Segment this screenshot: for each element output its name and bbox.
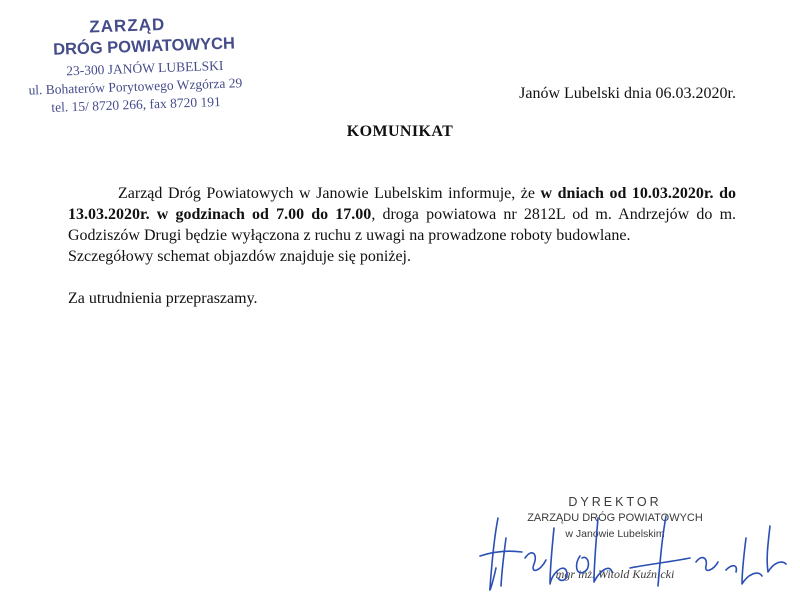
announcement-dates-bold: w dniach od 10.03.2020r. do 13.03.2020r. w godzinach od 7.00 do 17.00 [68, 185, 736, 223]
document-body [68, 183, 736, 309]
stamp-line-1: ZARZĄD [89, 14, 166, 37]
stamp-line-4: ul. Bohaterów Porytowego Wzgórza 29 [28, 75, 243, 98]
paragraph-apology: Za utrudnienia przepraszamy. [68, 290, 258, 307]
document-title: KOMUNIKAT [346, 123, 454, 140]
paragraph-detour-info: Szczegółowy schemat objazdów znajduje się poniżej. [68, 248, 411, 265]
director-stamp-title: DYREKTOR [568, 495, 662, 509]
director-stamp-office: ZARZĄDU DRÓG POWIATOWYCH [527, 512, 703, 524]
stamp-line-3: 23-300 JANÓW LUBELSKI [65, 57, 224, 79]
announcement-text-end: , droga powiatowa nr 2812L od m. Andrzejów do m. Godziszów Drugi będzie wyłączona z ruchu z uwagi na prowadzone roboty budowlane. [68, 206, 737, 244]
director-stamp-location: w Janowie Lubelskim [565, 528, 665, 540]
stamp-line-5: tel. 15/ 8720 266, fax 8720 191 [51, 93, 221, 115]
paragraph-announcement [68, 183, 736, 246]
director-stamp-name: mgr inż. Witold Kuźnicki [555, 567, 675, 581]
office-stamp [18, 11, 271, 118]
handwritten-signature [470, 498, 790, 602]
announcement-text-start: Zarząd Dróg Powiatowych w Janowie Lubelskim informuje, że [118, 185, 541, 202]
stamp-line-2: DRÓG POWIATOWYCH [52, 34, 236, 59]
document-date: Janów Lubelski dnia 06.03.2020r. [519, 85, 736, 102]
